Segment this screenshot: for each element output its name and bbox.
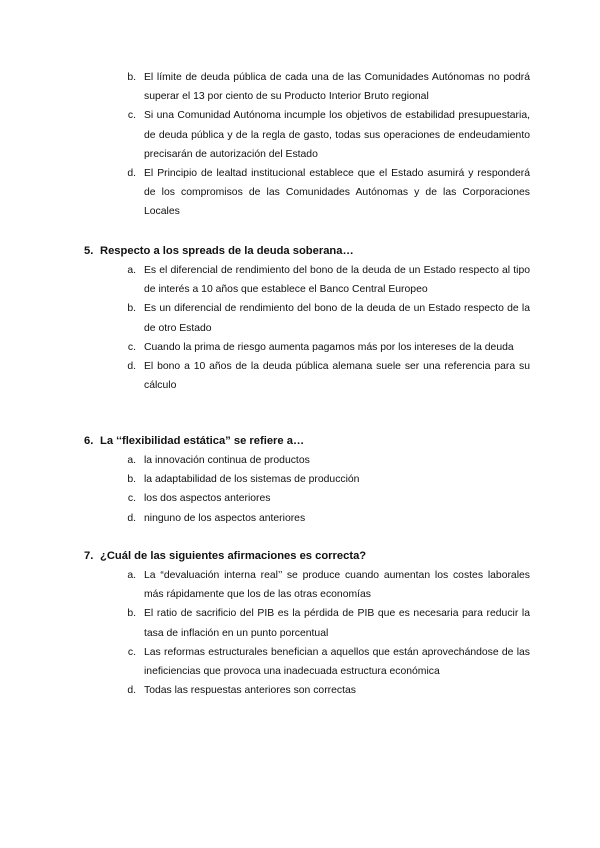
question-5: [84, 242, 532, 395]
option-letter: a.: [127, 455, 136, 466]
option-text: Es un diferencial de rendimiento del bono de la deuda de un Estado respecto de la de otro Estado: [144, 303, 530, 334]
option-b: [84, 470, 532, 489]
option-b: [84, 299, 532, 337]
option-letter: b.: [127, 608, 136, 620]
option-text: Si una Comunidad Autónoma incumple los objetivos de estabilidad presupuestaria, de deuda pública y de la regla de gasto, todas sus operaciones de endeudamiento precisarán de autorización del Estado: [144, 110, 530, 160]
question-number: 6.: [84, 435, 94, 447]
option-text: los dos aspectos anteriores: [144, 493, 271, 505]
option-text: El Principio de lealtad institucional establece que el Estado asumirá y responderá de los compromisos de las Comunidades Autónomas y de las Corporaciones Locales: [144, 168, 530, 218]
option-text: El bono a 10 años de la deuda pública alemana suele ser una referencia para su cálculo: [144, 361, 530, 392]
option-letter: c.: [127, 646, 136, 658]
option-letter: b.: [127, 474, 136, 486]
option-letter: b.: [127, 303, 136, 315]
option-d: [84, 164, 532, 222]
option-c: [84, 338, 532, 357]
option-letter: c.: [127, 493, 136, 505]
option-letter: d.: [127, 685, 136, 697]
question-heading: [84, 242, 532, 261]
option-c: [84, 643, 532, 681]
option-letter: a.: [127, 265, 136, 276]
option-text: Las reformas estructurales benefician a aquellos que están aprovechándose de las ineficiencias que provoca una inadecuada estructura económica: [144, 646, 530, 678]
question-heading: [84, 432, 532, 451]
option-letter: d.: [127, 361, 136, 373]
option-c: [84, 489, 532, 508]
question-title: La ‘‘flexibilidad estática” se refiere a…: [100, 435, 305, 447]
question-number: 5.: [84, 245, 94, 257]
option-a: [84, 261, 532, 299]
option-text: El ratio de sacrificio del PIB es la pérdida de PIB que es necesaria para reducir la tasa de inflación en un punto porcentual: [144, 608, 530, 639]
question-6: [84, 432, 532, 528]
option-a: [84, 566, 532, 604]
option-a: [84, 451, 532, 470]
option-b: [84, 68, 532, 106]
option-text: la adaptabilidad de los sistemas de producción: [144, 474, 360, 486]
option-text: Es el diferencial de rendimiento del bono de la deuda de un Estado respecto al tipo de interés a 10 años que establece el Banco Central Europeo: [144, 265, 530, 296]
question-title: ¿Cuál de las siguientes afirmaciones es correcta?: [100, 550, 367, 562]
option-b: [84, 604, 532, 642]
option-text: La “devaluación interna real’’ se produce cuando aumentan los costes laborales más rápidamente que los de las otras economías: [144, 570, 530, 601]
option-c: [84, 106, 532, 164]
option-text: Todas las respuestas anteriores son correctas: [144, 685, 356, 697]
option-letter: a.: [127, 570, 136, 581]
option-d: [84, 509, 532, 528]
option-d: [84, 681, 532, 700]
option-letter: c.: [127, 110, 136, 122]
option-letter: d.: [127, 168, 136, 180]
option-letter: b.: [127, 72, 136, 83]
option-letter: d.: [127, 512, 136, 524]
option-text: ninguno de los aspectos anteriores: [144, 512, 306, 524]
question-title: Respecto a los spreads de la deuda soberana…: [100, 245, 354, 257]
question-number: 7.: [84, 550, 94, 562]
question-heading: [84, 547, 532, 566]
option-text: Cuando la prima de riesgo aumenta pagamos más por los intereses de la deuda: [144, 341, 514, 353]
question-7: [84, 547, 532, 700]
option-text: la innovación continua de productos: [144, 455, 310, 466]
option-d: [84, 357, 532, 395]
question-4-options: [84, 68, 532, 222]
option-text: El límite de deuda pública de cada una de las Comunidades Autónomas no podrá superar el 13 por ciento de su Producto Interior Bruto regional: [144, 72, 530, 103]
option-letter: c.: [127, 341, 136, 353]
